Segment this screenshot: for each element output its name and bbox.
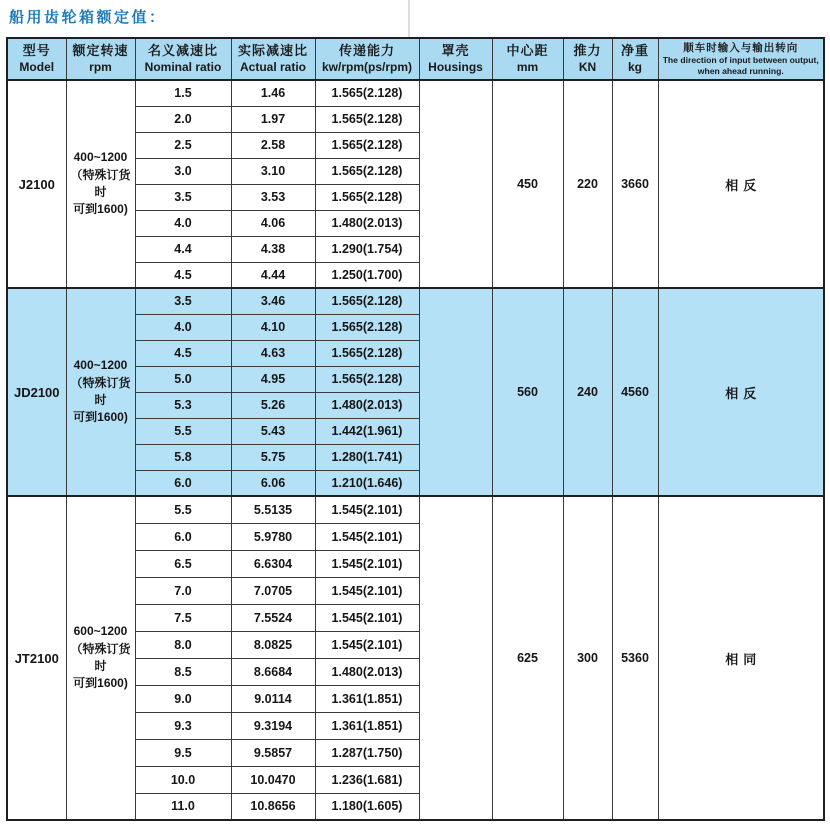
- nominal-ratio-cell: 10.0: [135, 766, 231, 793]
- nominal-ratio-cell: 5.5: [135, 418, 231, 444]
- nominal-ratio-cell: 7.0: [135, 577, 231, 604]
- actual-ratio-cell: 4.63: [231, 340, 315, 366]
- actual-ratio-cell: 8.6684: [231, 658, 315, 685]
- nominal-ratio-cell: 5.0: [135, 366, 231, 392]
- actual-ratio-cell: 4.38: [231, 236, 315, 262]
- column-header-actual: [231, 38, 315, 80]
- nominal-ratio-cell: 7.5: [135, 604, 231, 631]
- capacity-ratio-cell: 1.545(2.101): [315, 604, 419, 631]
- column-header-nominal: [135, 38, 231, 80]
- nominal-ratio-cell: 4.0: [135, 314, 231, 340]
- nominal-ratio-cell: 5.8: [135, 444, 231, 470]
- nominal-ratio-cell: 4.4: [135, 236, 231, 262]
- nominal-ratio-cell: 5.5: [135, 496, 231, 523]
- capacity-ratio-cell: 1.361(1.851): [315, 685, 419, 712]
- column-header-center: [492, 38, 563, 80]
- capacity-ratio-cell: 1.290(1.754): [315, 236, 419, 262]
- nominal-ratio-cell: 5.3: [135, 392, 231, 418]
- rpm-cell: [66, 80, 135, 288]
- direction-cell: 相同: [658, 496, 824, 820]
- column-header-en: Actual ratio: [239, 59, 306, 74]
- nominal-ratio-cell: 11.0: [135, 793, 231, 820]
- rpm-cell: [66, 496, 135, 820]
- column-header-en: kw/rpm(ps/rpm): [321, 59, 412, 74]
- column-header-zh: 顺车时输入与输出转向: [683, 42, 799, 55]
- weight-cell: 3660: [612, 80, 658, 288]
- capacity-ratio-cell: 1.361(1.851): [315, 712, 419, 739]
- actual-ratio-cell: 10.8656: [231, 793, 315, 820]
- nominal-ratio-cell: 4.5: [135, 340, 231, 366]
- column-header-zh: 额定转速: [72, 43, 129, 59]
- actual-ratio-cell: 5.5135: [231, 496, 315, 523]
- nominal-ratio-cell: 9.0: [135, 685, 231, 712]
- rpm-line: 可到1600): [73, 410, 128, 425]
- column-header-direction: [658, 38, 824, 80]
- column-header-zh: 净重: [620, 43, 649, 59]
- capacity-ratio-cell: 1.250(1.700): [315, 262, 419, 288]
- nominal-ratio-cell: 8.0: [135, 631, 231, 658]
- actual-ratio-cell: 2.58: [231, 132, 315, 158]
- nominal-ratio-cell: 4.0: [135, 210, 231, 236]
- nominal-ratio-cell: 6.0: [135, 523, 231, 550]
- thrust-cell: 300: [563, 496, 612, 820]
- column-header-zh: 传递能力: [338, 43, 395, 59]
- actual-ratio-cell: 3.46: [231, 288, 315, 314]
- center-distance-cell: 450: [492, 80, 563, 288]
- actual-ratio-cell: 4.10: [231, 314, 315, 340]
- column-header-en: Nominal ratio: [144, 59, 222, 74]
- actual-ratio-cell: 6.06: [231, 470, 315, 496]
- column-header-zh: 罩壳: [441, 43, 470, 59]
- gearbox-ratings-table: [6, 37, 825, 821]
- capacity-ratio-cell: 1.210(1.646): [315, 470, 419, 496]
- actual-ratio-cell: 8.0825: [231, 631, 315, 658]
- nominal-ratio-cell: 2.5: [135, 132, 231, 158]
- nominal-ratio-cell: 3.5: [135, 288, 231, 314]
- capacity-ratio-cell: 1.480(2.013): [315, 210, 419, 236]
- column-header-housings: [419, 38, 492, 80]
- capacity-ratio-cell: 1.480(2.013): [315, 392, 419, 418]
- rpm-line: （特殊订货时: [70, 375, 131, 407]
- model-cell: J2100: [7, 80, 66, 288]
- capacity-ratio-cell: 1.545(2.101): [315, 577, 419, 604]
- column-header-en: kg: [627, 59, 642, 74]
- actual-ratio-cell: 6.6304: [231, 550, 315, 577]
- thrust-cell: 240: [563, 288, 612, 496]
- actual-ratio-cell: 5.26: [231, 392, 315, 418]
- capacity-ratio-cell: 1.236(1.681): [315, 766, 419, 793]
- actual-ratio-cell: 9.5857: [231, 739, 315, 766]
- table-row: [7, 496, 824, 523]
- actual-ratio-cell: 4.95: [231, 366, 315, 392]
- page-title: 船用齿轮箱额定值：: [9, 9, 167, 26]
- nominal-ratio-cell: 9.3: [135, 712, 231, 739]
- capacity-ratio-cell: 1.545(2.101): [315, 550, 419, 577]
- table-header: [7, 38, 824, 80]
- rpm-line: 可到1600): [73, 202, 128, 217]
- nominal-ratio-cell: 3.0: [135, 158, 231, 184]
- actual-ratio-cell: 7.5524: [231, 604, 315, 631]
- capacity-ratio-cell: 1.565(2.128): [315, 288, 419, 314]
- model-cell: JT2100: [7, 496, 66, 820]
- actual-ratio-cell: 1.46: [231, 80, 315, 106]
- capacity-ratio-cell: 1.442(1.961): [315, 418, 419, 444]
- actual-ratio-cell: 4.44: [231, 262, 315, 288]
- actual-ratio-cell: 5.43: [231, 418, 315, 444]
- rpm-line: 600~1200: [73, 624, 128, 639]
- rpm-cell: [66, 288, 135, 496]
- column-header-thrust: [563, 38, 612, 80]
- nominal-ratio-cell: 3.5: [135, 184, 231, 210]
- column-header-zh: 中心距: [506, 43, 549, 59]
- weight-cell: 4560: [612, 288, 658, 496]
- column-header-zh: 推力: [573, 43, 602, 59]
- column-header-en: The direction of input between output, when ahead running.: [662, 55, 819, 76]
- nominal-ratio-cell: 1.5: [135, 80, 231, 106]
- actual-ratio-cell: 5.9780: [231, 523, 315, 550]
- capacity-ratio-cell: 1.565(2.128): [315, 158, 419, 184]
- capacity-ratio-cell: 1.565(2.128): [315, 184, 419, 210]
- nominal-ratio-cell: 2.0: [135, 106, 231, 132]
- center-distance-cell: 625: [492, 496, 563, 820]
- actual-ratio-cell: 9.3194: [231, 712, 315, 739]
- column-header-en: Housings: [428, 59, 483, 74]
- center-distance-cell: 560: [492, 288, 563, 496]
- nominal-ratio-cell: 8.5: [135, 658, 231, 685]
- rpm-line: 400~1200: [73, 358, 128, 373]
- capacity-ratio-cell: 1.480(2.013): [315, 658, 419, 685]
- capacity-ratio-cell: 1.565(2.128): [315, 80, 419, 106]
- column-header-rpm: [66, 38, 135, 80]
- rpm-line: （特殊订货时: [70, 641, 131, 673]
- capacity-ratio-cell: 1.565(2.128): [315, 132, 419, 158]
- nominal-ratio-cell: 6.5: [135, 550, 231, 577]
- weight-cell: 5360: [612, 496, 658, 820]
- capacity-ratio-cell: 1.565(2.128): [315, 314, 419, 340]
- capacity-ratio-cell: 1.565(2.128): [315, 106, 419, 132]
- actual-ratio-cell: 7.0705: [231, 577, 315, 604]
- thrust-cell: 220: [563, 80, 612, 288]
- capacity-ratio-cell: 1.545(2.101): [315, 496, 419, 523]
- capacity-ratio-cell: 1.545(2.101): [315, 631, 419, 658]
- nominal-ratio-cell: 6.0: [135, 470, 231, 496]
- column-header-weight: [612, 38, 658, 80]
- rpm-line: 可到1600): [73, 676, 128, 691]
- direction-cell: 相反: [658, 80, 824, 288]
- table-row: [7, 80, 824, 106]
- capacity-ratio-cell: 1.180(1.605): [315, 793, 419, 820]
- housings-cell: [419, 80, 492, 288]
- column-header-en: Model: [19, 59, 55, 74]
- rpm-line: 400~1200: [73, 150, 128, 165]
- table-body: [7, 80, 824, 820]
- actual-ratio-cell: 1.97: [231, 106, 315, 132]
- actual-ratio-cell: 9.0114: [231, 685, 315, 712]
- nominal-ratio-cell: 9.5: [135, 739, 231, 766]
- actual-ratio-cell: 4.06: [231, 210, 315, 236]
- column-header-model: [7, 38, 66, 80]
- nominal-ratio-cell: 4.5: [135, 262, 231, 288]
- column-header-en: rpm: [89, 59, 112, 74]
- actual-ratio-cell: 5.75: [231, 444, 315, 470]
- model-cell: JD2100: [7, 288, 66, 496]
- direction-cell: 相反: [658, 288, 824, 496]
- capacity-ratio-cell: 1.565(2.128): [315, 340, 419, 366]
- column-header-zh: 型号: [22, 43, 51, 59]
- capacity-ratio-cell: 1.565(2.128): [315, 366, 419, 392]
- column-header-zh: 名义减速比: [147, 43, 218, 59]
- column-header-en: mm: [516, 59, 539, 74]
- housings-cell: [419, 496, 492, 820]
- capacity-ratio-cell: 1.287(1.750): [315, 739, 419, 766]
- capacity-ratio-cell: 1.280(1.741): [315, 444, 419, 470]
- page-divider-line: [408, 0, 410, 37]
- column-header-capacity: [315, 38, 419, 80]
- actual-ratio-cell: 3.53: [231, 184, 315, 210]
- housings-cell: [419, 288, 492, 496]
- actual-ratio-cell: 10.0470: [231, 766, 315, 793]
- table-row: [7, 288, 824, 314]
- column-header-en: KN: [578, 59, 597, 74]
- capacity-ratio-cell: 1.545(2.101): [315, 523, 419, 550]
- column-header-zh: 实际减速比: [237, 43, 308, 59]
- actual-ratio-cell: 3.10: [231, 158, 315, 184]
- rpm-line: （特殊订货时: [70, 167, 131, 199]
